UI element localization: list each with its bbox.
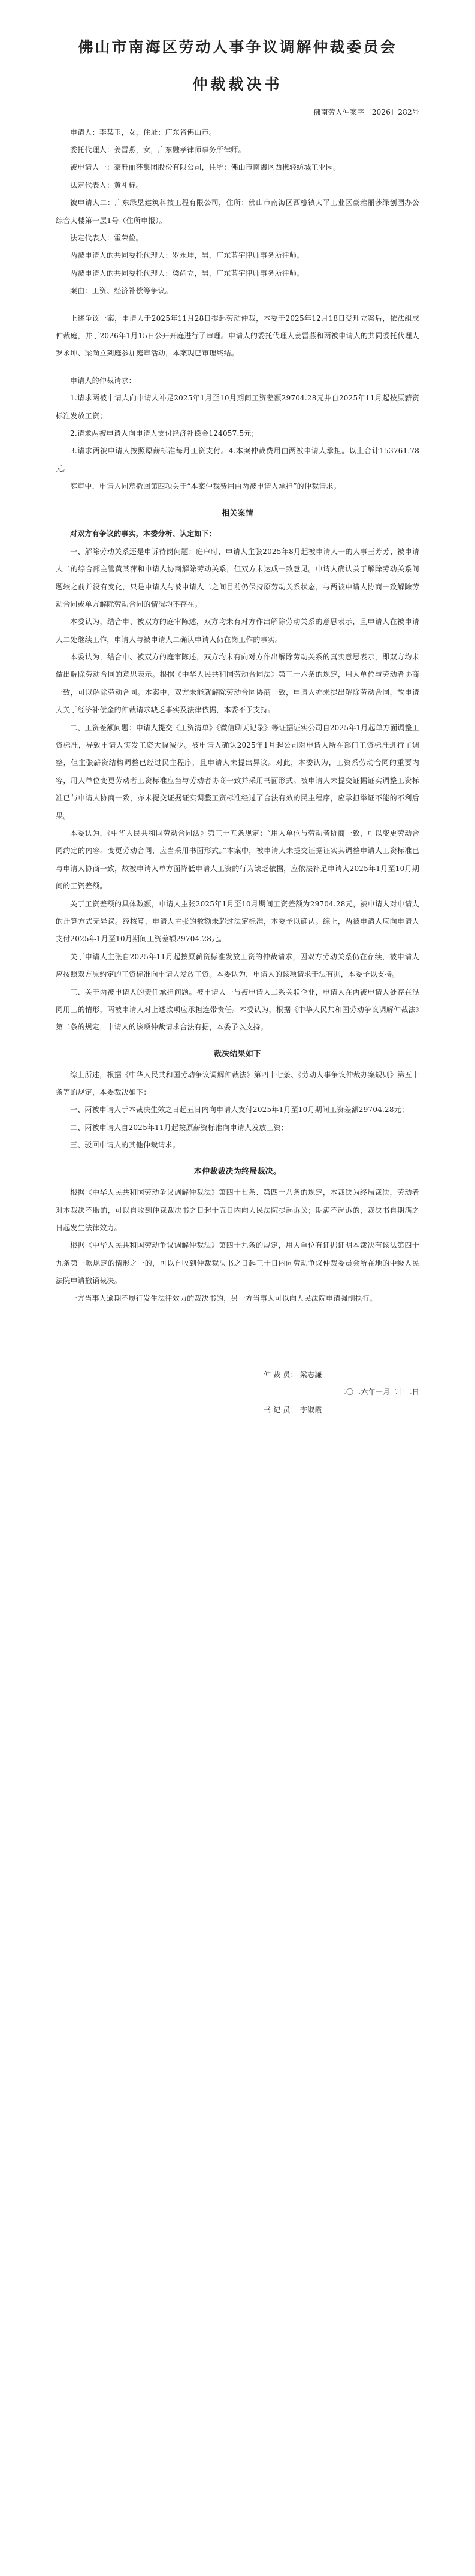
party-applicant-agent: 委托代理人：姜雷燕，女，广东融孝律师事务所律师。 <box>70 146 246 155</box>
facts-heading: 相关案情 <box>222 508 253 518</box>
case-number: 佛南劳人仲案字〔2026〕282号 <box>313 107 419 116</box>
ruling-section <box>56 1066 419 1155</box>
signature-block <box>264 1366 419 1419</box>
dispute-paragraph: 二、工资差额问题：申请人提交《工资清单》《微信聊天记录》等证据证实公司自2025年1月起单方面调整工资标准，导致申请人实发工资大幅减少。被申请人确认2025年1月起公司对申请人所在部门工资标准进行了调整，但主张薪资结构调整已经过民主程序，且申请人未提出异议。对此，本委认为，工资系劳动合同的重要内容，用人单位变更劳动者工资标准应当与劳动者协商一致并采用书面形式。被申请人未提交证据证实调整工资标准已与申请人协商一致，亦未提交证据证实调整工资标准经过了合法有效的民主程序，应承担举证不能的不利后果。 <box>56 723 419 820</box>
final-section <box>56 1184 419 1307</box>
ruling-item: 二、两被申请人自2025年11月起按原薪资标准向申请人发放工资； <box>70 1123 289 1132</box>
final-paragraph: 根据《中华人民共和国劳动争议调解仲裁法》第四十七条、第四十八条的规定，本裁决为终局裁决，劳动者对本裁决不服的，可以自收到仲裁裁决书之日起十五日内向人民法院提起诉讼；期满不起诉的，裁决书自期满之日起发生法律效力。 <box>56 1188 419 1233</box>
ruling-item: 三、驳回申请人的其他仲裁请求。 <box>70 1141 180 1150</box>
requests-section <box>56 372 419 496</box>
requests-intro: 申请人的仲裁请求： <box>70 376 136 385</box>
dispute-paragraph: 关于工资差额的具体数额，申请人主张2025年1月至10月期间工资差额为29704.28元，被申请人对申请人的计算方式无异议。经核算，申请人主张的数额未超过法定标准，本委予以确认。综上，两被申请人应向申请人支付2025年1月至10月期间工资差额29704.28元。 <box>56 899 419 944</box>
party-applicant: 申请人：李某玉，女，住址：广东省佛山市。 <box>70 128 217 137</box>
disputes-section <box>56 525 419 1036</box>
party-respondent-agent-two: 两被申请人的共同委托代理人：梁尚立，男，广东蓝宇律师事务所律师。 <box>70 269 304 278</box>
procedure-paragraph: 上述争议一案，申请人于2025年11月28日提起劳动仲裁，本委于2025年12月18日受理立案后，依法组成仲裁庭，并于2026年1月15日公开开庭进行了审理。申请人的委托代理人姜雷燕和两被申请人的共同委托代理人罗永坤、梁尚立到庭参加庭审活动，本案现已审理终结。 <box>56 314 419 358</box>
clerk-label: 书 记 员： <box>264 1405 298 1414</box>
party-respondent-one-representative: 法定代表人：黄礼标。 <box>70 180 144 189</box>
party-respondent-two-representative: 法定代表人：霍荣俭。 <box>70 234 144 243</box>
dispute-paragraph: 三、关于两被申请人的责任承担问题。被申请人一与被申请人二系关联企业，申请人在两被申请人处存在混同用工的情形，两被申请人对上述款项应承担连带责任。本委认为，根据《中华人民共和国劳动争议调解仲裁法》第二条的规定，申请人的该项仲裁请求合法有据，本委予以支持。 <box>56 987 419 1032</box>
spacer <box>56 300 419 310</box>
arbitrator-line <box>264 1366 419 1384</box>
final-paragraph: 一方当事人逾期不履行发生法律效力的裁决书的，另一方当事人可以向人民法院申请强制执行。 <box>70 1294 377 1303</box>
clerk-name: 李淑霞 <box>299 1405 322 1414</box>
party-respondent-two: 被申请人二：广东绿垦建筑科技工程有限公司，住所：佛山市南海区西樵镇大平工业区豪雅丽莎绿创园办公综合大楼第一层1号（住所申报）。 <box>56 198 419 225</box>
request-withdraw-note: 庭审中，申请人同意撤回第四项关于“本案仲裁费用由两被申请人承担”的仲裁请求。 <box>70 482 341 491</box>
spacer <box>56 363 419 372</box>
case-cause: 案由：工资、经济补偿等争议。 <box>70 287 173 296</box>
dispute-paragraph: 本委认为，结合申、被双方的庭审陈述，双方均未有对方作出解除劳动关系的意思表示，且申请人在被申请人二处继续工作，申请人与被申请人二确认申请人仍在岗工作的事实。 <box>56 617 419 644</box>
arbitrator-name: 梁志濂 <box>299 1370 322 1379</box>
request-item-two: 2.请求两被申请人向申请人支付经济补偿金124057.5元； <box>70 429 259 438</box>
ruling-heading: 裁决结果如下 <box>213 1049 262 1059</box>
ruling-item: 一、两被申请人于本裁决生效之日起五日内向申请人支付2025年1月至10月期间工资差额29704.28元； <box>70 1105 409 1114</box>
organization-title: 佛山市南海区劳动人事争议调解仲裁委员会 <box>78 38 397 56</box>
parties-section <box>56 124 419 300</box>
dispute-paragraph: 一、解除劳动关系还是申诉待岗问题：庭审时，申请人主张2025年8月起被申请人一的人事王芳芳、被申请人二的综合部主管黄某萍和申请人协商解除劳动关系，但双方未达成一致意见。申请人确认关于解除劳动关系问题较之前并没有变化，只是申请人与被申请人二之间目前仍保持原劳动关系状态，与两被申请人协商一致解除劳动合同或单方解除劳动合同的情况均不存在。 <box>56 547 419 608</box>
final-paragraph: 根据《中华人民共和国劳动争议调解仲裁法》第四十九条的规定，用人单位有证据证明本裁决有该法第四十九条第一款规定的情形之一的，可以自收到仲裁裁决书之日起三十日内向劳动争议仲裁委员会所在地的中级人民法院申请撤销裁决。 <box>56 1241 419 1285</box>
ruling-intro: 综上所述，根据《中华人民共和国劳动争议调解仲裁法》第四十七条、《劳动人事争议仲裁办案规则》第五十条等的规定，本委裁决如下： <box>56 1070 419 1096</box>
party-respondent-agent-one: 两被申请人的共同委托代理人：罗永坤，男，广东蓝宇律师事务所律师。 <box>70 251 304 260</box>
final-ruling-heading: 本仲裁裁决为终局裁决。 <box>193 1167 282 1177</box>
decision-date: 二〇二六年一月二十二日 <box>338 1388 419 1397</box>
disputes-intro: 对双方有争议的事实，本委分析、认定如下： <box>70 529 217 538</box>
procedure-section <box>56 310 419 363</box>
dispute-paragraph: 本委认为，结合申、被双方的庭审陈述，双方均未有向对方作出解除劳动关系的真实意思表示，即双方均未做出解除劳动合同的意思表示。根据《中华人民共和国劳动合同法》第三十六条的规定，用人单位与劳动者协商一致，可以解除劳动合同。本案中，双方未能就解除劳动合同协商一致，申请人亦未提出解除劳动合同，故申请人关于经济补偿金的仲裁请求缺乏事实及法律依据，本委不予支持。 <box>56 653 419 715</box>
party-respondent-one: 被申请人一：豪雅丽莎集团股份有限公司，住所：佛山市南海区西樵轻纺城工业园。 <box>70 163 341 172</box>
request-item-one: 1.请求两被申请人向申请人补足2025年1月至10月期间工资差额29704.28元并自2025年11月起按原薪资标准发放工资； <box>56 394 419 420</box>
arbitrator-label: 仲 裁 员： <box>264 1370 298 1379</box>
request-item-three: 3.请求两被申请人按照原薪标准每月工资支付。4.本案仲裁费用由两被申请人承担。以上合计153761.78元。 <box>56 447 419 473</box>
dispute-paragraph: 关于申请人主张自2025年11月起按原薪资标准发放工资的仲裁请求，因双方劳动关系仍在存续，被申请人应按照双方原约定的工资标准向申请人发放工资。本委认为，申请人的该项请求于法有据，本委予以支持。 <box>56 952 419 979</box>
dispute-paragraph: 本委认为，《中华人民共和国劳动合同法》第三十五条规定：“用人单位与劳动者协商一致，可以变更劳动合同约定的内容。变更劳动合同，应当采用书面形式。”本案中，被申请人未提交证据证实其调整申请人工资标准已与申请人协商一致，故被申请人单方面降低申请人工资的行为缺乏依据，应依法补足申请人2025年1月至10月期间的工资差额。 <box>56 828 419 891</box>
clerk-line <box>264 1402 419 1419</box>
document-title: 仲裁裁决书 <box>192 75 283 93</box>
